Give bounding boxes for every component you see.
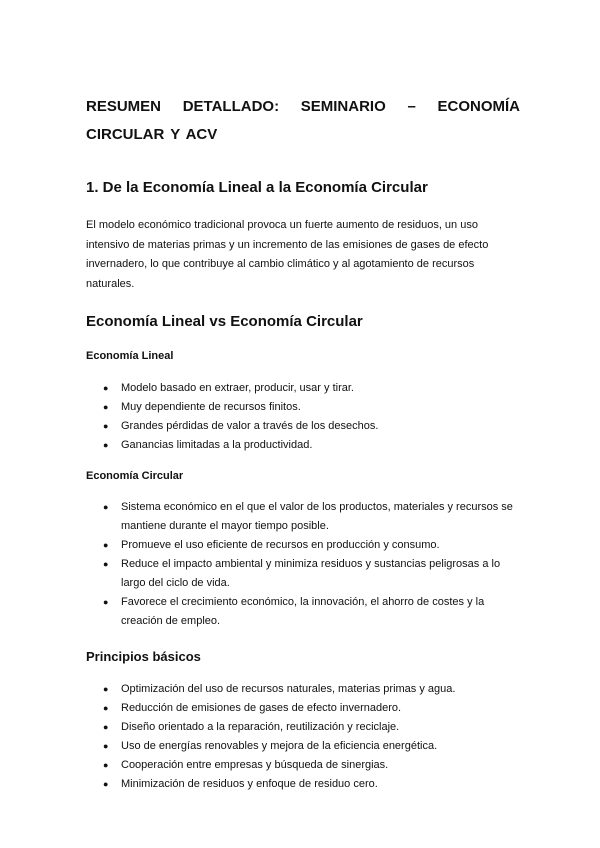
list-item: [86, 498, 520, 536]
linear-economy-heading: Economía Lineal: [86, 350, 174, 362]
list-item-text: Reducción de emisiones de gases de efecto invernadero.: [121, 702, 402, 714]
document-title: RESUMEN DETALLADO: SEMINARIO – ECONOMÍA CIRCULAR Y ACV: [86, 98, 520, 143]
bullet-icon: ●: [103, 741, 109, 751]
list-item-text: Grandes pérdidas de valor a través de los desechos.: [121, 420, 379, 432]
list-item-text: Minimización de residuos y enfoque de residuo cero.: [121, 778, 378, 790]
list-item: [86, 593, 520, 631]
list-item: [86, 699, 520, 718]
list-item: [86, 555, 520, 593]
list-item: [86, 436, 520, 455]
bullet-icon: ●: [103, 722, 109, 732]
linear-economy-list: [86, 379, 520, 455]
list-item-text: Optimización del uso de recursos naturales, materias primas y agua.: [121, 683, 456, 695]
bullet-icon: ●: [103, 760, 109, 770]
bullet-icon: ●: [103, 540, 109, 550]
list-item-text: Uso de energías renovables y mejora de la eficiencia energética.: [121, 740, 438, 752]
bullet-icon: ●: [103, 684, 109, 694]
comparison-heading: Economía Lineal vs Economía Circular: [86, 313, 363, 330]
circular-economy-list: [86, 498, 520, 631]
list-item: [86, 737, 520, 756]
list-item: [86, 379, 520, 398]
list-item-text: Sistema económico en el que el valor de los productos, materiales y recursos se mantiene durante el mayor tiempo posible.: [121, 501, 513, 532]
bullet-icon: ●: [103, 597, 109, 607]
section-heading: 1. De la Economía Lineal a la Economía Circular: [86, 179, 428, 196]
bullet-icon: ●: [103, 421, 109, 431]
bullet-icon: ●: [103, 779, 109, 789]
bullet-icon: ●: [103, 402, 109, 412]
bullet-icon: ●: [103, 703, 109, 713]
list-item-text: Ganancias limitadas a la productividad.: [121, 439, 313, 451]
list-item-text: Diseño orientado a la reparación, reutilización y reciclaje.: [121, 721, 400, 733]
list-item: [86, 756, 520, 775]
list-item: [86, 775, 520, 794]
intro-paragraph: El modelo económico tradicional provoca un fuerte aumento de residuos, un uso intensivo de materias primas y un incremento de las emisiones de gases de efecto invernadero, lo que contribuye al cambio climático y al agotamiento de recursos naturales.: [86, 219, 489, 290]
principles-heading: Principios básicos: [86, 649, 201, 664]
bullet-icon: ●: [103, 383, 109, 393]
bullet-icon: ●: [103, 440, 109, 450]
list-item-text: Favorece el crecimiento económico, la innovación, el ahorro de costes y la creación de empleo.: [121, 596, 485, 627]
list-item-text: Muy dependiente de recursos finitos.: [121, 401, 301, 413]
list-item: [86, 398, 520, 417]
list-item: [86, 536, 520, 555]
list-item-text: Modelo basado en extraer, producir, usar y tirar.: [121, 382, 354, 394]
bullet-icon: ●: [103, 502, 109, 512]
principles-list: [86, 680, 520, 794]
list-item-text: Cooperación entre empresas y búsqueda de sinergias.: [121, 759, 389, 771]
list-item-text: Reduce el impacto ambiental y minimiza residuos y sustancias peligrosas a lo largo del ciclo de vida.: [121, 558, 501, 589]
list-item-text: Promueve el uso eficiente de recursos en producción y consumo.: [121, 539, 440, 551]
list-item: [86, 718, 520, 737]
bullet-icon: ●: [103, 559, 109, 569]
list-item: [86, 680, 520, 699]
circular-economy-heading: Economía Circular: [86, 470, 184, 482]
list-item: [86, 417, 520, 436]
